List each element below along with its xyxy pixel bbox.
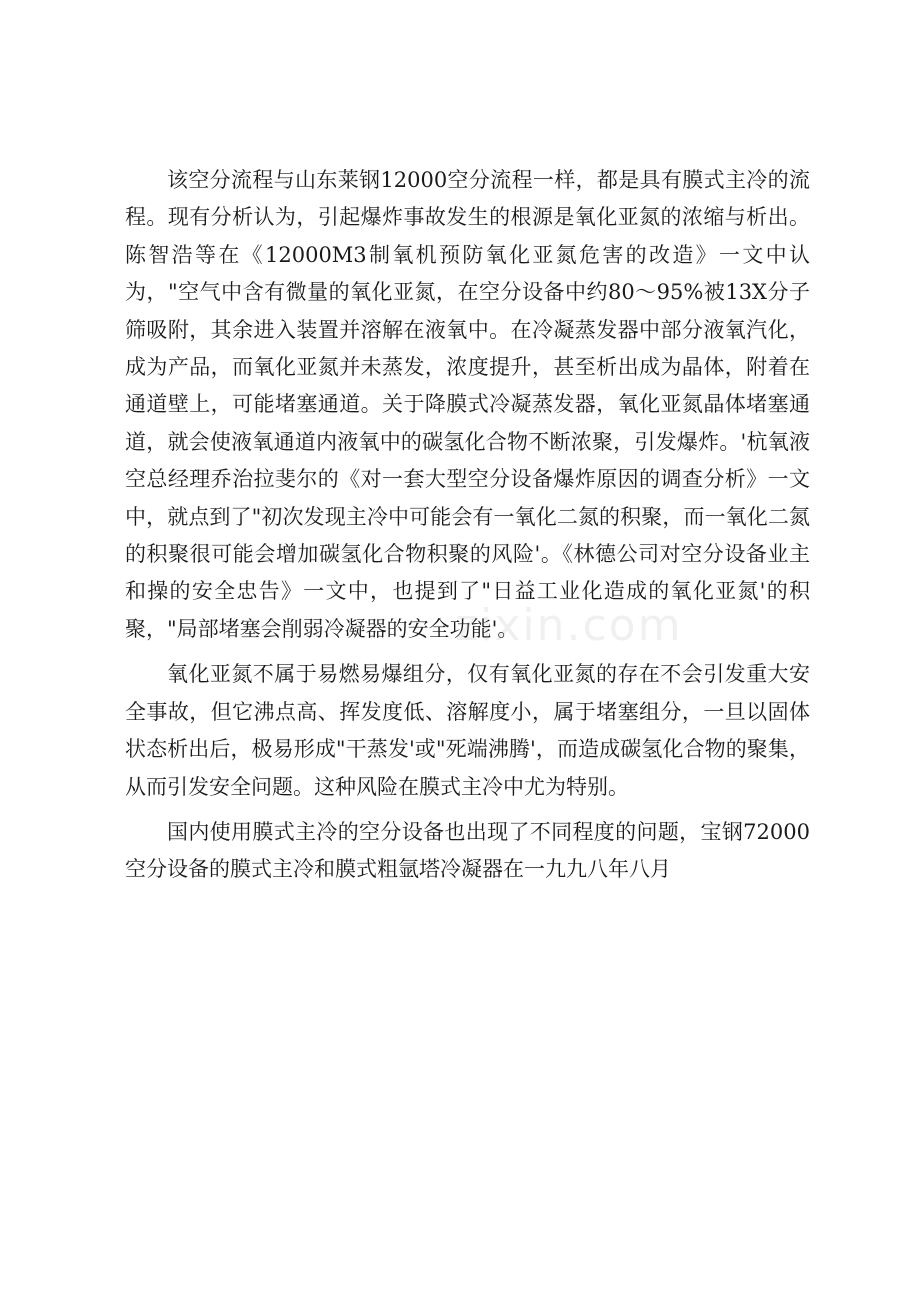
watermark: zixin.com: [455, 600, 683, 651]
document-body: [125, 162, 810, 897]
paragraph-1: 该空分流程与山东莱钢12000空分流程一样，都是具有膜式主冷的流程。现有分析认为，引起爆炸事故发生的根源是氧化亚氮的浓缩与析出。陈智浩等在《12000M3制氧机预防氧化亚氮危害的改造》一文中认为，"空气中含有微量的氧化亚氮，在空分设备中约80～95%被13X分子筛吸附，其余进入装置并溶解在液氧中。在冷凝蒸发器中部分液氧汽化，成为产品，而氧化亚氮并未蒸发，浓度提升，甚至析出成为晶体，附着在通道壁上，可能堵塞通道。关于降膜式冷凝蒸发器，氧化亚氮晶体堵塞通道，就会使液氧通道内液氧中的碳氢化合物不断浓聚，引发爆炸。'杭氧液空总经理乔治拉斐尔的《对一套大型空分设备爆炸原因的调查分析》一文中，就点到了"初次发现主冷中可能会有一氧化二氮的积聚，而一氧化二氮的积聚很可能会增加碳氢化合物积聚的风险'。《林德公司对空分设备业主和操的安全忠告》一文中，也提到了"日益工业化造成的氧化亚氮'的积聚，"局部堵塞会削弱冷凝器的安全功能'。: [125, 168, 810, 641]
paragraph-3: 国内使用膜式主冷的空分设备也出现了不同程度的问题，宝钢72000空分设备的膜式主冷和膜式粗氩塔冷凝器在一九九八年八月: [125, 819, 810, 882]
paragraph-2: 氧化亚氮不属于易燃易爆组分，仅有氧化亚氮的存在不会引发重大安全事故，但它沸点高、挥发度低、溶解度小，属于堵塞组分，一旦以固体状态析出后，极易形成"干蒸发'或"死端沸腾'，而造成碳氢化合物的聚集，从而引发安全问题。这种风险在膜式主冷中尤为特别。: [125, 662, 810, 799]
